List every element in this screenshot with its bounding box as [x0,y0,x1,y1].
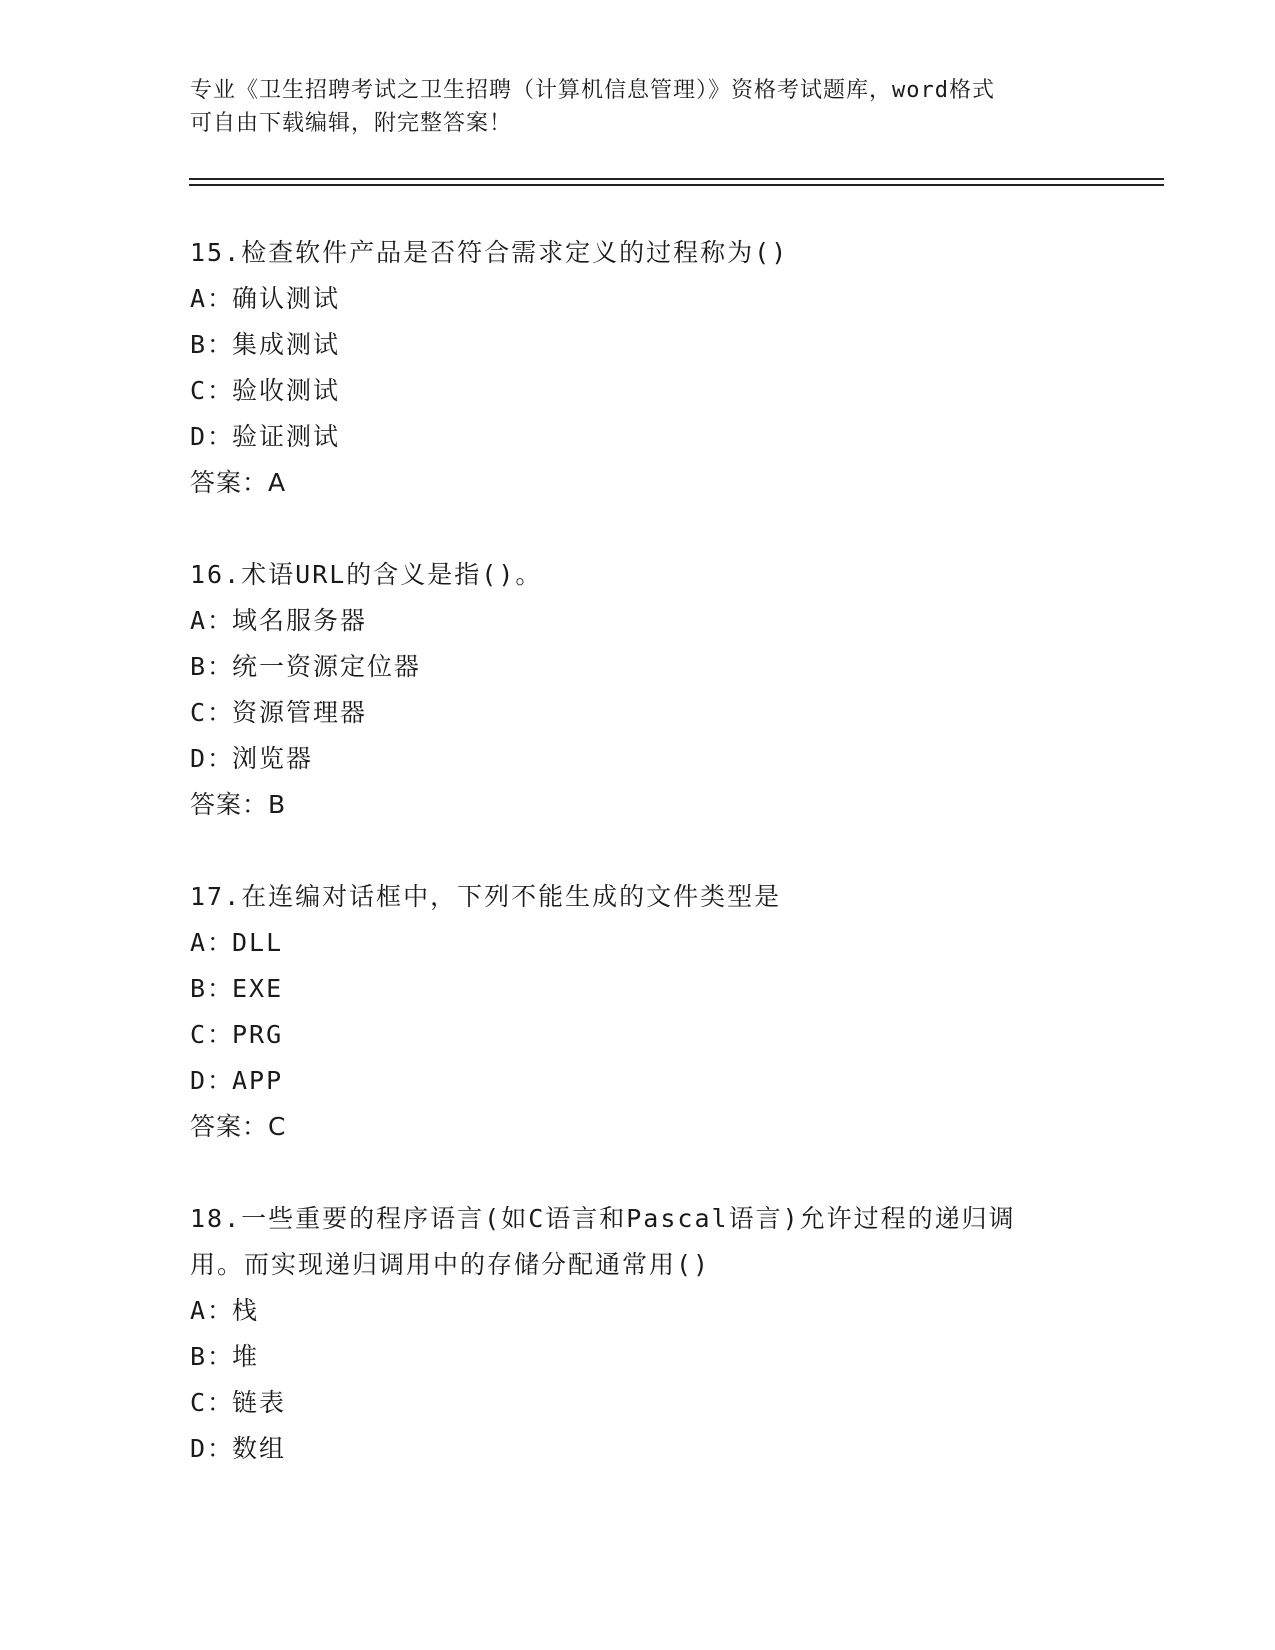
question-16 [190,552,1090,828]
option-label: C： [190,376,235,405]
question-stem-line-2: 用。而实现递归调用中的存储分配通常用() [190,1250,711,1279]
option-label: B： [190,330,235,359]
option-text: 链表 [232,1388,287,1417]
answer-line: 答案：B [190,790,287,819]
option-c [190,368,1090,414]
header-divider-top [189,178,1164,180]
document-header [190,74,1080,140]
option-text: 确认测试 [232,284,341,313]
option-b [190,644,1090,690]
option-a [190,598,1090,644]
option-a [190,276,1090,322]
header-line-2: 可自由下载编辑，附完整答案！ [190,111,513,136]
option-label: D： [190,1066,235,1095]
question-stem-line-1: 18.一些重要的程序语言(如C语言和Pascal语言)允许过程的递归调 [190,1204,1016,1233]
option-text: EXE [232,974,284,1003]
option-text: 集成测试 [232,330,341,359]
option-text: 堆 [232,1342,260,1371]
answer-line: 答案：A [190,468,287,497]
option-label: C： [190,698,235,727]
option-a [190,1288,1090,1334]
option-d [190,414,1090,460]
option-text: 浏览器 [232,744,314,773]
option-text: PRG [232,1020,284,1049]
question-stem: 16.术语URL的含义是指()。 [190,560,543,589]
answer-line: 答案：C [190,1112,287,1141]
option-d [190,1426,1090,1472]
option-c [190,1012,1090,1058]
header-line-1: 专业《卫生招聘考试之卫生招聘（计算机信息管理）》资格考试题库，word格式 [190,78,995,103]
question-17 [190,874,1090,1150]
option-label: C： [190,1388,235,1417]
option-label: B： [190,652,235,681]
question-stem: 17.在连编对话框中，下列不能生成的文件类型是 [190,882,782,911]
option-c [190,690,1090,736]
option-c [190,1380,1090,1426]
option-text: 域名服务器 [232,606,368,635]
option-d [190,736,1090,782]
option-label: A： [190,284,235,313]
question-stem: 15.检查软件产品是否符合需求定义的过程称为() [190,238,789,267]
option-text: 资源管理器 [232,698,368,727]
option-a [190,920,1090,966]
option-b [190,1334,1090,1380]
option-text: 栈 [232,1296,260,1325]
question-15 [190,230,1090,506]
option-text: DLL [232,928,284,957]
option-label: D： [190,744,235,773]
option-text: 统一资源定位器 [232,652,422,681]
option-label: A： [190,928,235,957]
option-label: D： [190,1434,235,1463]
option-b [190,966,1090,1012]
option-d [190,1058,1090,1104]
option-text: 验收测试 [232,376,341,405]
option-label: B： [190,974,235,1003]
option-label: C： [190,1020,235,1049]
option-text: APP [232,1066,284,1095]
option-b [190,322,1090,368]
option-label: A： [190,606,235,635]
option-text: 验证测试 [232,422,341,451]
option-text: 数组 [232,1434,287,1463]
question-18 [190,1196,1090,1472]
header-divider-bottom [189,184,1164,186]
option-label: B： [190,1342,235,1371]
option-label: D： [190,422,235,451]
option-label: A： [190,1296,235,1325]
